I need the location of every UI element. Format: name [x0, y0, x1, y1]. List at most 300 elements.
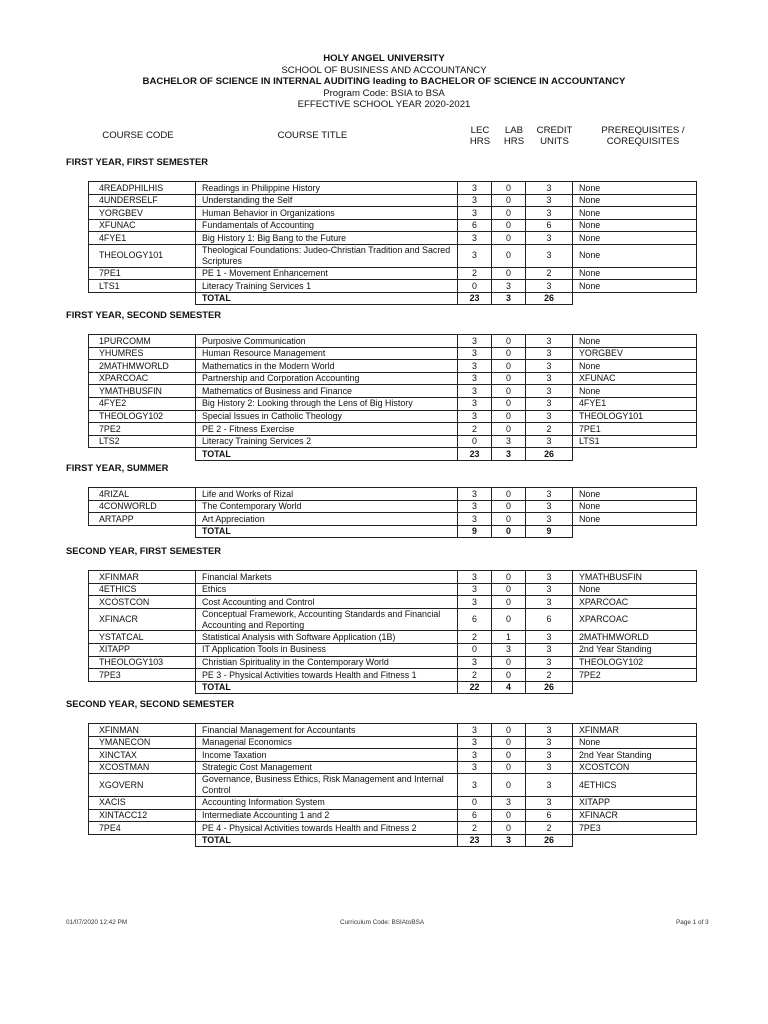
credit-units: 6 [526, 608, 573, 631]
lab-hrs: 0 [492, 669, 526, 682]
prerequisite: 7PE2 [573, 669, 697, 682]
lab-hrs: 1 [492, 631, 526, 644]
course-title: Readings in Philippine History [196, 182, 458, 195]
lec-hrs: 3 [458, 410, 492, 423]
table-row [89, 796, 697, 809]
credit-units: 2 [526, 669, 573, 682]
prerequisite: XITAPP [573, 796, 697, 809]
course-table [88, 181, 697, 305]
course-code: XCOSTCON [89, 596, 196, 609]
course-table [88, 723, 697, 847]
credit-units: 3 [526, 596, 573, 609]
course-code: YSTATCAL [89, 631, 196, 644]
total-spacer [573, 834, 697, 847]
total-label: TOTAL [196, 681, 458, 694]
table-row [89, 410, 697, 423]
course-title: Theological Foundations: Judeo-Christian Tradition and Sacred Scriptures [196, 244, 458, 267]
lec-hrs: 3 [458, 347, 492, 360]
credit-units: 3 [526, 488, 573, 501]
lec-hrs: 3 [458, 500, 492, 513]
credit-units: 6 [526, 219, 573, 232]
course-code: 2MATHMWORLD [89, 360, 196, 373]
credit-units: 3 [526, 643, 573, 656]
lab-hrs: 0 [492, 724, 526, 737]
total-units: 26 [526, 448, 573, 461]
lab-hrs: 0 [492, 360, 526, 373]
table-row [89, 219, 697, 232]
total-units: 26 [526, 834, 573, 847]
course-title: Partnership and Corporation Accounting [196, 372, 458, 385]
course-table [88, 334, 697, 461]
total-lab: 3 [492, 834, 526, 847]
lec-hrs: 0 [458, 280, 492, 293]
prerequisite: None [573, 244, 697, 267]
credit-units: 3 [526, 724, 573, 737]
lec-hrs: 3 [458, 774, 492, 797]
lec-hrs: 6 [458, 809, 492, 822]
lec-hrs: 2 [458, 822, 492, 835]
lab-hrs: 0 [492, 749, 526, 762]
total-row [89, 834, 697, 847]
col-course-title: COURSE TITLE [277, 130, 348, 141]
course-code: XFUNAC [89, 219, 196, 232]
page-number: Page 1 of 3 [676, 919, 709, 926]
course-title: PE 3 - Physical Activities towards Health and Fitness 1 [196, 669, 458, 682]
table-row [89, 631, 697, 644]
course-title: Accounting Information System [196, 796, 458, 809]
lec-hrs: 3 [458, 372, 492, 385]
credit-units: 3 [526, 194, 573, 207]
table-row [89, 182, 697, 195]
table-row [89, 488, 697, 501]
total-label: TOTAL [196, 448, 458, 461]
total-units: 26 [526, 292, 573, 305]
table-row [89, 571, 697, 584]
total-label: TOTAL [196, 525, 458, 538]
course-code: LTS2 [89, 435, 196, 448]
credit-units: 3 [526, 774, 573, 797]
course-code: 4FYE1 [89, 232, 196, 245]
prerequisite: THEOLOGY101 [573, 410, 697, 423]
prerequisite: THEOLOGY102 [573, 656, 697, 669]
prerequisite: None [573, 219, 697, 232]
lab-hrs: 0 [492, 194, 526, 207]
total-label: TOTAL [196, 834, 458, 847]
prerequisite: YORGBEV [573, 347, 697, 360]
lab-hrs: 0 [492, 267, 526, 280]
table-row [89, 347, 697, 360]
credit-units: 3 [526, 435, 573, 448]
table-row [89, 423, 697, 436]
lec-hrs: 3 [458, 583, 492, 596]
lab-hrs: 0 [492, 182, 526, 195]
effective-year: EFFECTIVE SCHOOL YEAR 2020-2021 [297, 99, 471, 111]
lec-hrs: 2 [458, 423, 492, 436]
course-code: THEOLOGY101 [89, 244, 196, 267]
print-datetime: 01/07/2020 12:42 PM [66, 919, 128, 926]
lab-hrs: 0 [492, 488, 526, 501]
course-title: Literacy Training Services 2 [196, 435, 458, 448]
course-code: 7PE4 [89, 822, 196, 835]
prerequisite: XPARCOAC [573, 608, 697, 631]
prerequisite: None [573, 182, 697, 195]
prerequisite: None [573, 207, 697, 220]
lec-hrs: 0 [458, 796, 492, 809]
course-title: Literacy Training Services 1 [196, 280, 458, 293]
credit-units: 3 [526, 372, 573, 385]
section-title: FIRST YEAR, SECOND SEMESTER [66, 309, 222, 320]
section-title: FIRST YEAR, SUMMER [66, 462, 169, 473]
lec-hrs: 3 [458, 207, 492, 220]
lab-hrs: 0 [492, 410, 526, 423]
credit-units: 6 [526, 809, 573, 822]
course-table [88, 487, 697, 538]
credit-units: 3 [526, 385, 573, 398]
course-title: Managerial Economics [196, 736, 458, 749]
total-units: 9 [526, 525, 573, 538]
course-title: Financial Markets [196, 571, 458, 584]
lec-hrs: 3 [458, 360, 492, 373]
prerequisite: None [573, 360, 697, 373]
prerequisite: None [573, 267, 697, 280]
table-row [89, 207, 697, 220]
credit-units: 3 [526, 583, 573, 596]
course-code: LTS1 [89, 280, 196, 293]
course-code: XFINMAR [89, 571, 196, 584]
course-code: 7PE2 [89, 423, 196, 436]
total-label: TOTAL [196, 292, 458, 305]
course-title: Big History 2: Looking through the Lens of Big History [196, 397, 458, 410]
course-title: Big History 1: Big Bang to the Future [196, 232, 458, 245]
course-code: XINCTAX [89, 749, 196, 762]
prerequisite: 2nd Year Standing [573, 643, 697, 656]
lab-hrs: 0 [492, 822, 526, 835]
credit-units: 3 [526, 749, 573, 762]
course-title: Conceptual Framework, Accounting Standards and Financial Accounting and Reporting [196, 608, 458, 631]
lec-hrs: 3 [458, 736, 492, 749]
course-code: XFINMAN [89, 724, 196, 737]
table-row [89, 397, 697, 410]
credit-units: 3 [526, 244, 573, 267]
table-row [89, 435, 697, 448]
lec-hrs: 3 [458, 397, 492, 410]
prerequisite: XFINMAR [573, 724, 697, 737]
course-code: YORGBEV [89, 207, 196, 220]
course-title: Art Appreciation [196, 513, 458, 526]
course-code: 7PE1 [89, 267, 196, 280]
program-title: BACHELOR OF SCIENCE IN INTERNAL AUDITING leading to BACHELOR OF SCIENCE IN ACCOUNTANCY [142, 76, 626, 88]
credit-units: 3 [526, 280, 573, 293]
col-lab-hrs: LAB HRS [503, 125, 525, 147]
table-row [89, 194, 697, 207]
prerequisite: XFUNAC [573, 372, 697, 385]
prerequisite: XFINACR [573, 809, 697, 822]
lab-hrs: 0 [492, 347, 526, 360]
table-row [89, 372, 697, 385]
col-prerequisites: PREREQUISITES / COREQUISITES [601, 125, 685, 147]
credit-units: 3 [526, 631, 573, 644]
prerequisite: 2MATHMWORLD [573, 631, 697, 644]
course-title: Christian Spirituality in the Contemporary World [196, 656, 458, 669]
lab-hrs: 0 [492, 736, 526, 749]
course-title: Intermediate Accounting 1 and 2 [196, 809, 458, 822]
course-title: Mathematics in the Modern World [196, 360, 458, 373]
total-lab: 0 [492, 525, 526, 538]
table-row [89, 643, 697, 656]
lec-hrs: 2 [458, 669, 492, 682]
table-row [89, 513, 697, 526]
table-row [89, 822, 697, 835]
table-row [89, 761, 697, 774]
prerequisite: None [573, 385, 697, 398]
total-lab: 3 [492, 292, 526, 305]
course-title: Life and Works of Rizal [196, 488, 458, 501]
lec-hrs: 3 [458, 194, 492, 207]
total-spacer [89, 525, 196, 538]
university-name: HOLY ANGEL UNIVERSITY [323, 53, 445, 64]
course-title: Fundamentals of Accounting [196, 219, 458, 232]
credit-units: 3 [526, 500, 573, 513]
lec-hrs: 2 [458, 631, 492, 644]
course-code: ARTAPP [89, 513, 196, 526]
course-code: 4ETHICS [89, 583, 196, 596]
course-code: 4FYE2 [89, 397, 196, 410]
total-units: 26 [526, 681, 573, 694]
course-title: PE 1 - Movement Enhancement [196, 267, 458, 280]
lab-hrs: 0 [492, 385, 526, 398]
course-title: PE 4 - Physical Activities towards Health and Fitness 2 [196, 822, 458, 835]
table-row [89, 280, 697, 293]
table-row [89, 809, 697, 822]
course-title: Governance, Business Ethics, Risk Management and Internal Control [196, 774, 458, 797]
credit-units: 3 [526, 513, 573, 526]
lec-hrs: 3 [458, 596, 492, 609]
lec-hrs: 3 [458, 335, 492, 348]
credit-units: 3 [526, 571, 573, 584]
course-code: XINTACC12 [89, 809, 196, 822]
lab-hrs: 0 [492, 608, 526, 631]
prerequisite: None [573, 232, 697, 245]
column-headers [0, 125, 768, 149]
lec-hrs: 3 [458, 749, 492, 762]
table-row [89, 596, 697, 609]
table-row [89, 749, 697, 762]
col-course-code: COURSE CODE [102, 130, 174, 141]
course-title: Cost Accounting and Control [196, 596, 458, 609]
credit-units: 3 [526, 182, 573, 195]
lec-hrs: 3 [458, 232, 492, 245]
course-title: Financial Management for Accountants [196, 724, 458, 737]
course-code: XCOSTMAN [89, 761, 196, 774]
total-row [89, 292, 697, 305]
total-spacer [573, 292, 697, 305]
lab-hrs: 0 [492, 583, 526, 596]
lec-hrs: 0 [458, 435, 492, 448]
prerequisite: 7PE3 [573, 822, 697, 835]
lab-hrs: 0 [492, 774, 526, 797]
course-code: XGOVERN [89, 774, 196, 797]
course-title: The Contemporary World [196, 500, 458, 513]
prerequisite: None [573, 500, 697, 513]
course-title: Human Resource Management [196, 347, 458, 360]
course-title: Income Taxation [196, 749, 458, 762]
table-row [89, 232, 697, 245]
table-row [89, 360, 697, 373]
total-lec: 23 [458, 834, 492, 847]
course-title: Purposive Communication [196, 335, 458, 348]
total-lec: 9 [458, 525, 492, 538]
table-row [89, 385, 697, 398]
section-title: SECOND YEAR, FIRST SEMESTER [66, 545, 222, 556]
table-row [89, 724, 697, 737]
lab-hrs: 3 [492, 643, 526, 656]
lab-hrs: 0 [492, 232, 526, 245]
prerequisite: None [573, 488, 697, 501]
total-spacer [573, 448, 697, 461]
course-code: THEOLOGY103 [89, 656, 196, 669]
lec-hrs: 3 [458, 244, 492, 267]
table-row [89, 774, 697, 797]
total-spacer [573, 681, 697, 694]
lab-hrs: 0 [492, 207, 526, 220]
credit-units: 3 [526, 207, 573, 220]
course-title: Strategic Cost Management [196, 761, 458, 774]
lec-hrs: 3 [458, 656, 492, 669]
credit-units: 3 [526, 410, 573, 423]
course-title: Human Behavior in Organizations [196, 207, 458, 220]
total-row [89, 525, 697, 538]
total-lec: 23 [458, 292, 492, 305]
credit-units: 3 [526, 736, 573, 749]
total-spacer [89, 292, 196, 305]
credit-units: 2 [526, 822, 573, 835]
prerequisite: None [573, 583, 697, 596]
prerequisite: 4FYE1 [573, 397, 697, 410]
lab-hrs: 0 [492, 423, 526, 436]
course-code: THEOLOGY102 [89, 410, 196, 423]
credit-units: 3 [526, 656, 573, 669]
course-table [88, 570, 697, 694]
course-title: PE 2 - Fitness Exercise [196, 423, 458, 436]
program-code: Program Code: BSIA to BSA [323, 87, 445, 99]
course-code: 1PURCOMM [89, 335, 196, 348]
lab-hrs: 0 [492, 500, 526, 513]
lec-hrs: 3 [458, 513, 492, 526]
table-row [89, 500, 697, 513]
course-code: 4UNDERSELF [89, 194, 196, 207]
prerequisite: 2nd Year Standing [573, 749, 697, 762]
credit-units: 2 [526, 423, 573, 436]
total-row [89, 448, 697, 461]
curriculum-code: Curriculum Code: BSIAtoBSA [340, 919, 425, 926]
course-title: Mathematics of Business and Finance [196, 385, 458, 398]
prerequisite: None [573, 280, 697, 293]
lec-hrs: 6 [458, 608, 492, 631]
course-code: 7PE3 [89, 669, 196, 682]
course-code: 4READPHILHIS [89, 182, 196, 195]
lec-hrs: 3 [458, 724, 492, 737]
total-lec: 22 [458, 681, 492, 694]
total-row [89, 681, 697, 694]
course-title: Statistical Analysis with Software Application (1B) [196, 631, 458, 644]
lab-hrs: 0 [492, 219, 526, 232]
course-code: 4RIZAL [89, 488, 196, 501]
table-row [89, 608, 697, 631]
course-code: YHUMRES [89, 347, 196, 360]
prerequisite: None [573, 736, 697, 749]
section-title: SECOND YEAR, SECOND SEMESTER [66, 698, 235, 709]
credit-units: 3 [526, 796, 573, 809]
lec-hrs: 3 [458, 182, 492, 195]
prerequisite: None [573, 335, 697, 348]
course-code: XACIS [89, 796, 196, 809]
prerequisite: XCOSTCON [573, 761, 697, 774]
table-row [89, 736, 697, 749]
lab-hrs: 0 [492, 596, 526, 609]
credit-units: 3 [526, 397, 573, 410]
lab-hrs: 0 [492, 513, 526, 526]
lec-hrs: 3 [458, 385, 492, 398]
course-code: XITAPP [89, 643, 196, 656]
lab-hrs: 0 [492, 809, 526, 822]
prerequisite: LTS1 [573, 435, 697, 448]
total-spacer [573, 525, 697, 538]
lab-hrs: 0 [492, 244, 526, 267]
lab-hrs: 3 [492, 435, 526, 448]
prerequisite: XPARCOAC [573, 596, 697, 609]
credit-units: 3 [526, 232, 573, 245]
lab-hrs: 0 [492, 571, 526, 584]
total-spacer [89, 448, 196, 461]
course-title: Understanding the Self [196, 194, 458, 207]
total-lec: 23 [458, 448, 492, 461]
course-code: XPARCOAC [89, 372, 196, 385]
course-title: Special Issues in Catholic Theology [196, 410, 458, 423]
col-lec-hrs: LEC HRS [469, 125, 491, 147]
table-row [89, 335, 697, 348]
lec-hrs: 3 [458, 761, 492, 774]
course-code: YMANECON [89, 736, 196, 749]
lab-hrs: 3 [492, 796, 526, 809]
lab-hrs: 0 [492, 372, 526, 385]
lec-hrs: 3 [458, 488, 492, 501]
course-title: IT Application Tools in Business [196, 643, 458, 656]
total-spacer [89, 681, 196, 694]
document-header [0, 53, 768, 111]
course-title: Ethics [196, 583, 458, 596]
credit-units: 3 [526, 761, 573, 774]
section-title: FIRST YEAR, FIRST SEMESTER [66, 156, 209, 167]
table-row [89, 583, 697, 596]
prerequisite: None [573, 194, 697, 207]
prerequisite: 7PE1 [573, 423, 697, 436]
prerequisite: 4ETHICS [573, 774, 697, 797]
lec-hrs: 0 [458, 643, 492, 656]
school-name: SCHOOL OF BUSINESS AND ACCOUNTANCY [281, 64, 487, 76]
credit-units: 3 [526, 347, 573, 360]
lab-hrs: 0 [492, 761, 526, 774]
lab-hrs: 0 [492, 397, 526, 410]
table-row [89, 656, 697, 669]
total-lab: 3 [492, 448, 526, 461]
table-row [89, 244, 697, 267]
credit-units: 3 [526, 360, 573, 373]
total-lab: 4 [492, 681, 526, 694]
lab-hrs: 0 [492, 656, 526, 669]
table-row [89, 267, 697, 280]
table-row [89, 669, 697, 682]
course-code: 4CONWORLD [89, 500, 196, 513]
